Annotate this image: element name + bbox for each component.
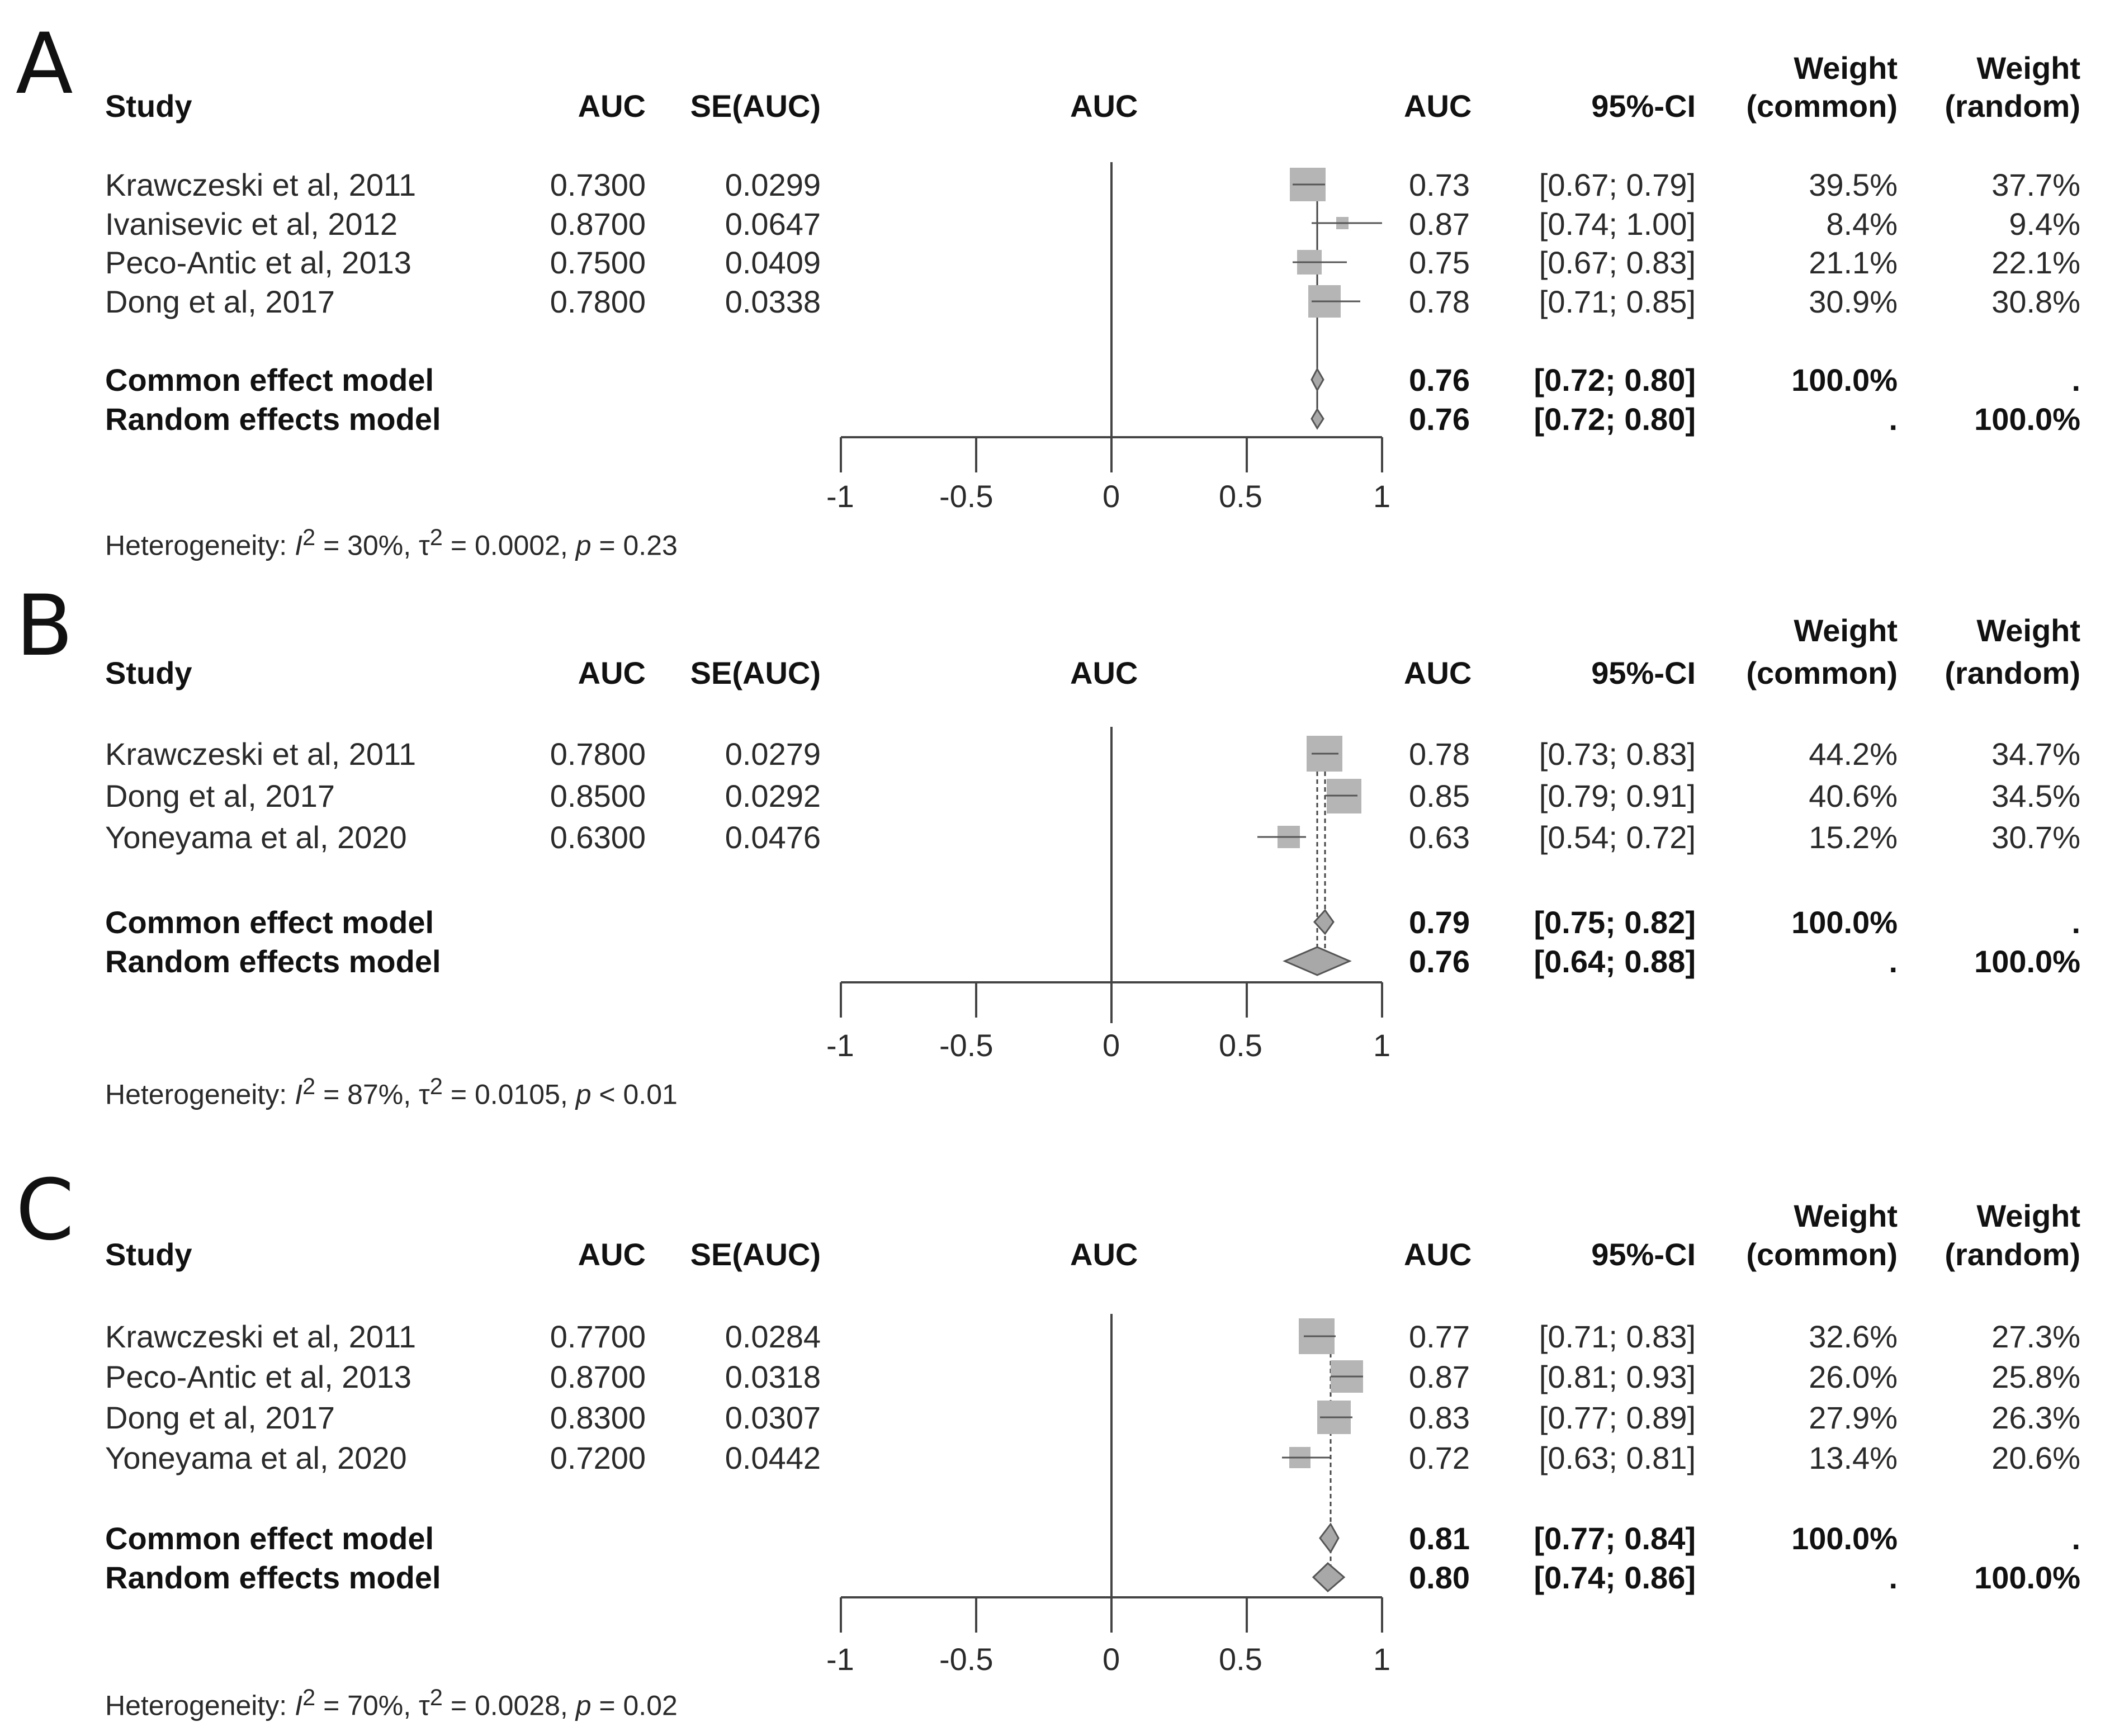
study-auc: 0.7700: [550, 1319, 646, 1354]
common-effect-ci: [0.77; 0.84]: [1534, 1521, 1696, 1556]
random-effects-est: 0.76: [1409, 401, 1470, 437]
study-est: 0.75: [1409, 245, 1470, 280]
study-name: Ivanisevic et al, 2012: [105, 206, 398, 242]
header-weight-random-line1: Weight: [1976, 1198, 2080, 1233]
study-name: Dong et al, 2017: [105, 1400, 335, 1435]
study-ci: [0.71; 0.85]: [1539, 284, 1696, 319]
heterogeneity-text: Heterogeneity: $I^2 = 30\%$, $\tau^2 = 0.0002$, p = 0.23: [105, 524, 678, 561]
study-weight-common: 39.5%: [1809, 167, 1898, 202]
header-study: Study: [105, 1237, 192, 1272]
study-auc: 0.6300: [550, 820, 646, 855]
study-se: 0.0299: [725, 167, 821, 202]
header-ci: 95%-CI: [1591, 1237, 1696, 1272]
study-est: 0.73: [1409, 167, 1470, 202]
study-auc: 0.8500: [550, 778, 646, 813]
study-weight-common: 27.9%: [1809, 1400, 1898, 1435]
study-est: 0.78: [1409, 284, 1470, 319]
study-ci: [0.71; 0.83]: [1539, 1319, 1696, 1354]
study-weight-common: 8.4%: [1826, 206, 1898, 242]
study-est: 0.77: [1409, 1319, 1470, 1354]
header-weight-common: (common): [1746, 655, 1898, 690]
study-weight-random: 27.3%: [1991, 1319, 2080, 1354]
header-plot-title: AUC: [1070, 655, 1138, 690]
study-auc: 0.7200: [550, 1440, 646, 1475]
heterogeneity-text: Heterogeneity: $I^2 = 70\%$, $\tau^2 = 0.0028$, p = 0.02: [105, 1684, 678, 1721]
study-ci: [0.67; 0.79]: [1539, 167, 1696, 202]
header-auc-right: AUC: [1404, 88, 1472, 124]
study-weight-common: 30.9%: [1809, 284, 1898, 319]
study-est: 0.87: [1409, 206, 1470, 242]
panel-letter: A: [16, 16, 73, 113]
header-weight-random-line1: Weight: [1976, 613, 2080, 648]
study-weight-random: 30.7%: [1991, 820, 2080, 855]
study-est: 0.72: [1409, 1440, 1470, 1475]
study-name: Krawczeski et al, 2011: [105, 1319, 417, 1354]
header-se: SE(AUC): [690, 655, 821, 690]
study-se: 0.0338: [725, 284, 821, 319]
study-weight-random: 9.4%: [2009, 206, 2080, 242]
study-name: Yoneyama et al, 2020: [105, 820, 407, 855]
common-effect-label: Common effect model: [105, 905, 434, 940]
study-name: Dong et al, 2017: [105, 284, 335, 319]
random-effects-weight-random: 100.0%: [1974, 401, 2080, 437]
tick-label: -0.5: [939, 479, 994, 514]
study-se: 0.0307: [725, 1400, 821, 1435]
study-se: 0.0279: [725, 736, 821, 772]
header-weight-random: (random): [1945, 655, 2080, 690]
study-se: 0.0318: [725, 1359, 821, 1394]
study-se: 0.0647: [725, 206, 821, 242]
panel-letter: C: [16, 1162, 74, 1259]
study-ci: [0.67; 0.83]: [1539, 245, 1696, 280]
study-se: 0.0442: [725, 1440, 821, 1475]
tick-label: 1: [1373, 479, 1391, 514]
common-effect-weight-common: 100.0%: [1791, 362, 1898, 398]
study-name: Peco-Antic et al, 2013: [105, 245, 411, 280]
random-effects-ci: [0.64; 0.88]: [1534, 944, 1696, 979]
tick-label: 1: [1373, 1028, 1391, 1063]
study-weight-common: 40.6%: [1809, 778, 1898, 813]
common-effect-weight-common: 100.0%: [1791, 1521, 1898, 1556]
study-ci: [0.74; 1.00]: [1539, 206, 1696, 242]
study-se: 0.0409: [725, 245, 821, 280]
tick-label: 0: [1103, 1642, 1120, 1677]
common-effect-est: 0.81: [1409, 1521, 1470, 1556]
random-effects-label: Random effects model: [105, 401, 441, 437]
study-ci: [0.81; 0.93]: [1539, 1359, 1696, 1394]
tick-label: 0: [1103, 1028, 1120, 1063]
study-weight-common: 15.2%: [1809, 820, 1898, 855]
common-effect-est: 0.76: [1409, 362, 1470, 398]
study-auc: 0.7500: [550, 245, 646, 280]
study-auc: 0.8700: [550, 206, 646, 242]
study-se: 0.0292: [725, 778, 821, 813]
tick-label: -1: [826, 1642, 854, 1677]
header-study: Study: [105, 88, 192, 124]
study-weight-common: 13.4%: [1809, 1440, 1898, 1475]
study-weight-common: 26.0%: [1809, 1359, 1898, 1394]
study-weight-random: 20.6%: [1991, 1440, 2080, 1475]
tick-label: 0.5: [1219, 479, 1262, 514]
tick-label: 0.5: [1219, 1642, 1262, 1677]
study-auc: 0.8700: [550, 1359, 646, 1394]
study-weight-random: 30.8%: [1991, 284, 2080, 319]
random-effects-est: 0.76: [1409, 944, 1470, 979]
study-weight-random: 34.5%: [1991, 778, 2080, 813]
tick-label: 0: [1103, 479, 1120, 514]
panel-letter: B: [16, 578, 73, 675]
header-plot-title: AUC: [1070, 1237, 1138, 1272]
study-ci: [0.63; 0.81]: [1539, 1440, 1696, 1475]
random-effects-label: Random effects model: [105, 944, 441, 979]
common-effect-ci: [0.72; 0.80]: [1534, 362, 1696, 398]
study-ci: [0.79; 0.91]: [1539, 778, 1696, 813]
tick-label: -1: [826, 1028, 854, 1063]
header-weight-common-line1: Weight: [1794, 613, 1898, 648]
heterogeneity-text: Heterogeneity: $I^2 = 87\%$, $\tau^2 = 0.0105$, p < 0.01: [105, 1073, 678, 1110]
study-est: 0.83: [1409, 1400, 1470, 1435]
random-effects-ci: [0.74; 0.86]: [1534, 1560, 1696, 1595]
header-auc-right: AUC: [1404, 655, 1472, 690]
study-ci: [0.77; 0.89]: [1539, 1400, 1696, 1435]
tick-label: -0.5: [939, 1028, 994, 1063]
header-weight-random: (random): [1945, 1237, 2080, 1272]
header-ci: 95%-CI: [1591, 655, 1696, 690]
tick-label: 0.5: [1219, 1028, 1262, 1063]
common-effect-label: Common effect model: [105, 362, 434, 398]
header-weight-common-line1: Weight: [1794, 1198, 1898, 1233]
study-auc: 0.7300: [550, 167, 646, 202]
study-name: Yoneyama et al, 2020: [105, 1440, 407, 1475]
study-ci: [0.73; 0.83]: [1539, 736, 1696, 772]
header-se: SE(AUC): [690, 88, 821, 124]
tick-label: -1: [826, 479, 854, 514]
study-auc: 0.8300: [550, 1400, 646, 1435]
random-effects-weight-common: .: [1889, 1560, 1898, 1595]
header-weight-common-line1: Weight: [1794, 50, 1898, 86]
random-effects-diamond: [1313, 1563, 1344, 1591]
header-ci: 95%-CI: [1591, 88, 1696, 124]
study-se: 0.0476: [725, 820, 821, 855]
study-weight-random: 34.7%: [1991, 736, 2080, 772]
header-auc: AUC: [578, 1237, 646, 1272]
common-effect-weight-random: .: [2071, 362, 2080, 398]
random-effects-est: 0.80: [1409, 1560, 1470, 1595]
header-auc-right: AUC: [1404, 1237, 1472, 1272]
common-effect-weight-random: .: [2071, 905, 2080, 940]
study-name: Krawczeski et al, 2011: [105, 167, 417, 202]
common-effect-weight-random: .: [2071, 1521, 2080, 1556]
study-weight-random: 25.8%: [1991, 1359, 2080, 1394]
common-effect-ci: [0.75; 0.82]: [1534, 905, 1696, 940]
random-effects-weight-random: 100.0%: [1974, 944, 2080, 979]
common-effect-weight-common: 100.0%: [1791, 905, 1898, 940]
study-weight-random: 37.7%: [1991, 167, 2080, 202]
study-weight-random: 26.3%: [1991, 1400, 2080, 1435]
header-auc: AUC: [578, 88, 646, 124]
random-effects-label: Random effects model: [105, 1560, 441, 1595]
study-weight-common: 21.1%: [1809, 245, 1898, 280]
study-est: 0.78: [1409, 736, 1470, 772]
tick-label: 1: [1373, 1642, 1391, 1677]
study-name: Krawczeski et al, 2011: [105, 736, 417, 772]
study-ci: [0.54; 0.72]: [1539, 820, 1696, 855]
common-effect-diamond: [1320, 1524, 1338, 1552]
study-auc: 0.7800: [550, 736, 646, 772]
header-study: Study: [105, 655, 192, 690]
study-auc: 0.7800: [550, 284, 646, 319]
header-se: SE(AUC): [690, 1237, 821, 1272]
study-weight-random: 22.1%: [1991, 245, 2080, 280]
header-weight-common: (common): [1746, 88, 1898, 124]
header-auc: AUC: [578, 655, 646, 690]
study-name: Peco-Antic et al, 2013: [105, 1359, 411, 1394]
study-se: 0.0284: [725, 1319, 821, 1354]
study-weight-common: 32.6%: [1809, 1319, 1898, 1354]
tick-label: -0.5: [939, 1642, 994, 1677]
study-name: Dong et al, 2017: [105, 778, 335, 813]
study-est: 0.87: [1409, 1359, 1470, 1394]
random-effects-weight-common: .: [1889, 944, 1898, 979]
common-effect-est: 0.79: [1409, 905, 1470, 940]
random-effects-ci: [0.72; 0.80]: [1534, 401, 1696, 437]
header-weight-random: (random): [1945, 88, 2080, 124]
study-est: 0.63: [1409, 820, 1470, 855]
study-est: 0.85: [1409, 778, 1470, 813]
random-effects-weight-random: 100.0%: [1974, 1560, 2080, 1595]
header-plot-title: AUC: [1070, 88, 1138, 124]
common-effect-label: Common effect model: [105, 1521, 434, 1556]
header-weight-random-line1: Weight: [1976, 50, 2080, 86]
header-weight-common: (common): [1746, 1237, 1898, 1272]
study-weight-common: 44.2%: [1809, 736, 1898, 772]
random-effects-weight-common: .: [1889, 401, 1898, 437]
